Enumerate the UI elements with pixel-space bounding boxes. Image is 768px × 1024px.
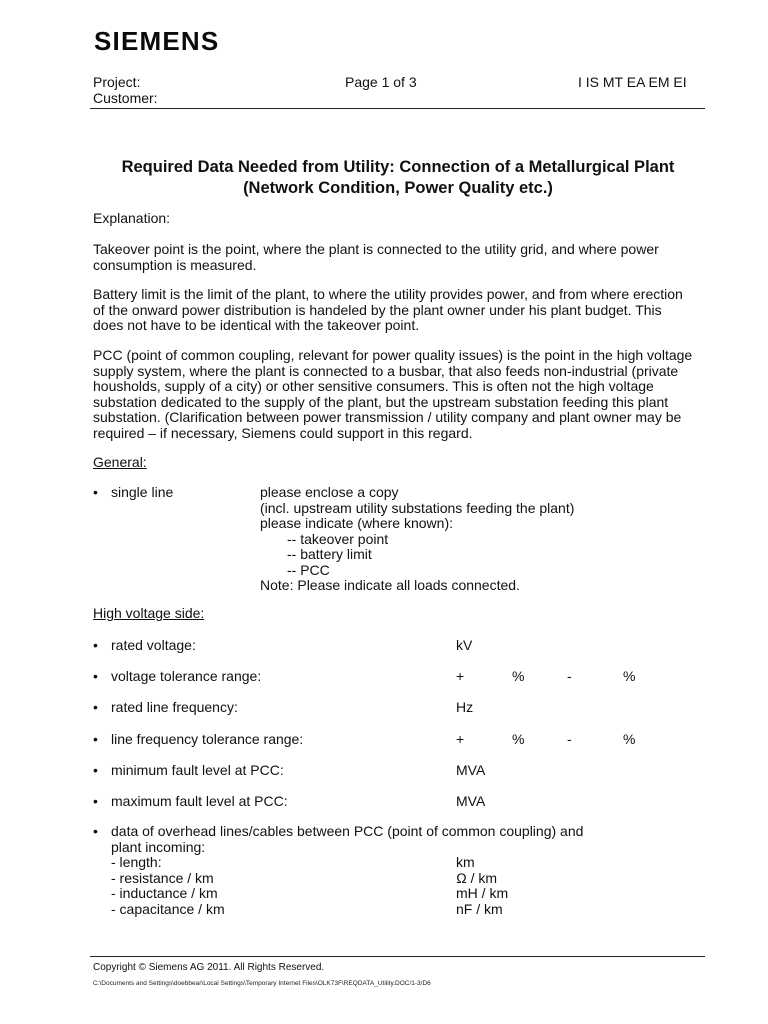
bullet-min-fault-level (93, 763, 284, 779)
plus-sign: + (456, 731, 465, 747)
text-line: of the onward power distribution is handeled by the plant owner under his plant budget. This (93, 301, 662, 318)
high-voltage-heading: High voltage side: (93, 605, 205, 621)
item-label: minimum fault level at PCC: (111, 762, 284, 778)
minus-sign: - (567, 668, 572, 684)
page-number: Page 1 of 3 (345, 74, 417, 90)
percent-sign: % (623, 731, 636, 747)
item-label-cont: plant incoming: (111, 838, 206, 855)
percent-sign: % (623, 668, 636, 684)
unit-mva: MVA (456, 762, 486, 778)
text-line: does not have to be identical with the takeover point. (93, 317, 420, 333)
bullet-max-fault-level (93, 794, 288, 810)
bullet-dot: • (93, 762, 98, 778)
document-title (60, 157, 736, 199)
bullet-line-data (93, 824, 713, 917)
detail-line: please indicate (where known): (260, 515, 453, 531)
unit-ohm-km: Ω / km (456, 869, 498, 886)
bullet-dot: • (93, 668, 98, 684)
document-code: I IS MT EA EM EI (578, 74, 687, 90)
bullet-dot: • (93, 637, 98, 653)
percent-sign: % (512, 668, 525, 684)
text-line: supply system, where the plant is connected to a busbar, that also feeds non-industrial (private (93, 362, 679, 379)
footer-divider (90, 956, 705, 957)
bullet-dot: • (93, 731, 98, 747)
single-line-details (260, 485, 574, 594)
item-label: data of overhead lines/cables between PCC (point of common coupling) and (111, 823, 584, 839)
item-label: voltage tolerance range: (111, 668, 262, 684)
item-label: single line (111, 484, 174, 500)
unit-mh-km: mH / km (456, 885, 509, 901)
plus-sign: + (456, 668, 465, 684)
text-line: housholds, supply of a city) or other sensitive consumers. This is often not the high voltage (93, 378, 654, 394)
sub-item-inductance: - inductance / km (111, 885, 218, 901)
detail-line: Note: Please indicate all loads connected. (260, 577, 520, 593)
bullet-dot: • (93, 699, 98, 715)
file-path: C:\Documents and Settings\doebbear\Local Settings\Temporary Internet Files\OLK73F\REQDATA_Utility.DOC/1-3/D6 (93, 980, 431, 987)
bullet-frequency-tolerance (93, 732, 303, 748)
percent-sign: % (512, 731, 525, 747)
explanation-heading: Explanation: (93, 210, 171, 226)
copyright-notice: Copyright © Siemens AG 2011. All Rights Reserved. (93, 962, 325, 973)
item-label: rated line frequency: (111, 699, 238, 715)
unit-kv: kV (456, 637, 473, 653)
sub-item-resistance: - resistance / km (111, 869, 214, 886)
text-line: substation dedicated to the supply of the plant, but the upstream substation feeding this plant (93, 393, 669, 410)
title-line-2: (Network Condition, Power Quality etc.) (243, 179, 553, 197)
text-line: substation. (Clarification between power transmission / utility company and plant owner may be (93, 409, 682, 425)
unit-mva: MVA (456, 793, 486, 809)
detail-line: please enclose a copy (260, 484, 399, 500)
text-line: Battery limit is the limit of the plant, to where the utility provides power, and from where erection (93, 286, 683, 302)
paragraph-takeover (93, 242, 713, 273)
detail-line: -- takeover point (287, 530, 389, 547)
text-line: consumption is measured. (93, 256, 257, 273)
siemens-logo: SIEMENS (94, 26, 220, 56)
unit-nf-km: nF / km (456, 900, 503, 917)
title-line-1: Required Data Needed from Utility: Connection of a Metallurgical Plant (121, 158, 675, 176)
minus-sign: - (567, 731, 572, 747)
header-divider (90, 108, 705, 109)
item-label: line frequency tolerance range: (111, 731, 304, 747)
unit-km: km (456, 854, 475, 870)
bullet-rated-voltage (93, 638, 196, 654)
general-heading: General: (93, 454, 147, 470)
paragraph-battery-limit (93, 287, 713, 334)
bullet-voltage-tolerance (93, 669, 261, 685)
units-line-data (456, 855, 508, 917)
sub-item-length: - length: (111, 854, 162, 870)
bullet-dot: • (93, 484, 98, 500)
bullet-single-line (93, 485, 173, 501)
customer-label: Customer: (93, 90, 158, 106)
detail-line: (incl. upstream utility substations feeding the plant) (260, 499, 575, 516)
item-label: maximum fault level at PCC: (111, 793, 288, 809)
sub-item-capacitance: - capacitance / km (111, 900, 225, 917)
bullet-dot: • (93, 793, 98, 809)
text-line: Takeover point is the point, where the plant is connected to the utility grid, and where power (93, 241, 659, 257)
paragraph-pcc (93, 348, 713, 441)
project-label: Project: (93, 74, 141, 90)
detail-line: -- battery limit (287, 546, 372, 562)
detail-line: -- PCC (287, 561, 330, 578)
unit-hz: Hz (456, 699, 474, 715)
item-label: rated voltage: (111, 637, 196, 653)
text-line: PCC (point of common coupling, relevant for power quality issues) is the point in the high voltage (93, 347, 693, 363)
bullet-rated-frequency (93, 700, 238, 716)
text-line: required – if necessary, Siemens could support in this regard. (93, 424, 473, 441)
bullet-dot: • (93, 823, 98, 839)
